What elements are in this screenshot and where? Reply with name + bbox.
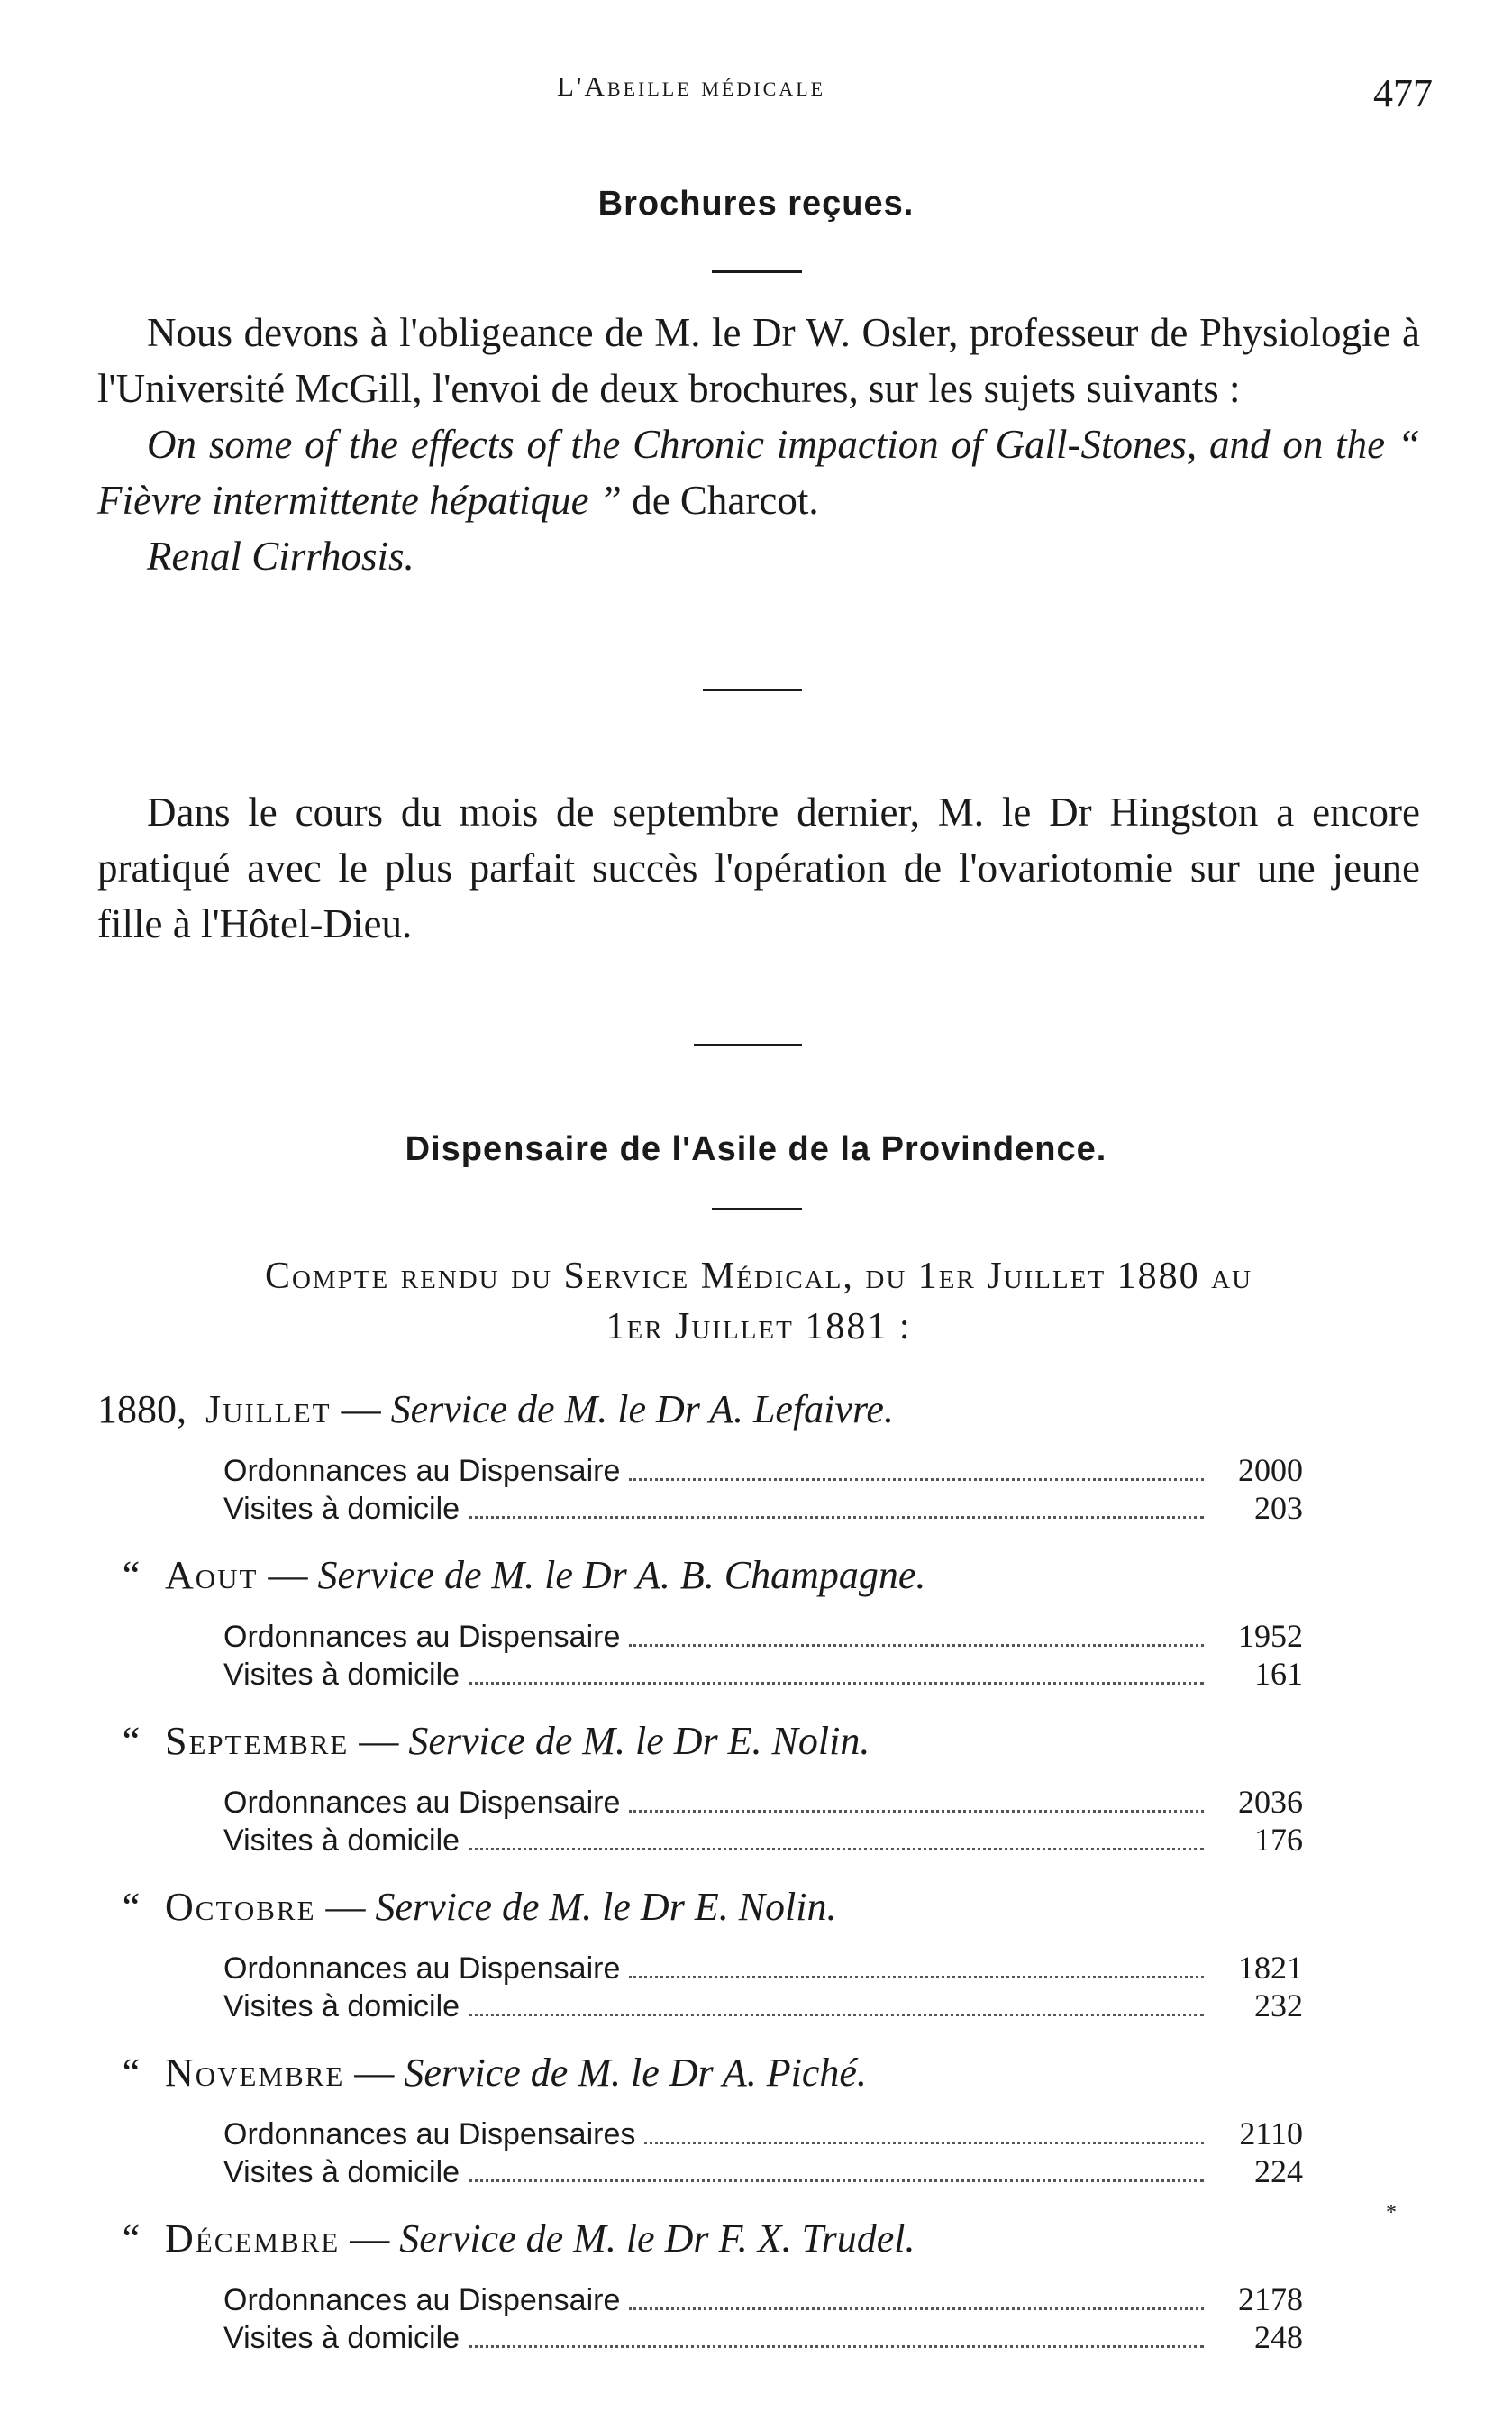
- stat-label: Ordonnances au Dispensaires: [223, 2117, 636, 2151]
- service-physician: Service de M. le Dr F. X. Trudel.: [399, 2216, 915, 2261]
- stat-label: Visites à domicile: [223, 1658, 460, 1692]
- stat-value: 248: [1254, 2319, 1303, 2355]
- stat-value: 2110: [1239, 2115, 1303, 2151]
- month-dash: —: [344, 2051, 405, 2095]
- page-number: 477: [1373, 71, 1433, 115]
- divider-rule: [694, 1044, 802, 1046]
- month-heading: [97, 1552, 1413, 1598]
- dot-leader: [629, 1643, 1204, 1647]
- dot-leader: [629, 1975, 1204, 1978]
- month-heading: [97, 2215, 1413, 2261]
- month-name: Octobre: [165, 1885, 316, 1929]
- dot-leader: [644, 2141, 1204, 2144]
- dot-leader: [469, 1847, 1204, 1850]
- stat-label: Ordonnances au Dispensaire: [223, 1620, 621, 1654]
- brochures-paragraph: [97, 305, 1420, 584]
- stat-value: 232: [1254, 1987, 1303, 2023]
- stat-label: Ordonnances au Dispensaire: [223, 1454, 621, 1488]
- brochure-title-1-italic: On some of the effects of the Chronic impaction of Gall-Stones, and on the “ Fièvre intermittente hépatique ”: [97, 422, 1420, 523]
- month-heading: [97, 1718, 1413, 1764]
- prescriptions-row: [223, 1617, 1303, 1655]
- stat-label: Visites à domicile: [223, 1823, 460, 1858]
- dot-leader: [469, 1515, 1204, 1519]
- ditto-mark: “: [122, 1719, 141, 1763]
- dot-leader: [469, 1681, 1204, 1685]
- service-physician: Service de M. le Dr A. Lefaivre.: [390, 1387, 894, 1431]
- month-dash: —: [331, 1387, 391, 1431]
- month-heading: [97, 2050, 1413, 2096]
- ditto-mark: “: [122, 1553, 141, 1597]
- service-physician: Service de M. le Dr E. Nolin.: [375, 1885, 837, 1929]
- dot-leader: [629, 1809, 1204, 1813]
- stat-value: 161: [1254, 1656, 1303, 1692]
- brochure-title-1-author: de Charcot.: [621, 478, 819, 523]
- dot-leader: [629, 2307, 1204, 2310]
- stat-value: 2000: [1238, 1452, 1303, 1488]
- month-dash: —: [315, 1885, 376, 1929]
- stat-value: 1952: [1238, 1618, 1303, 1654]
- stat-label: Ordonnances au Dispensaire: [223, 2283, 621, 2317]
- stat-label: Visites à domicile: [223, 2321, 460, 2355]
- news-text: Dans le cours du mois de septembre dernier, M. le Dr Hingston a encore pratiqué avec le plus parfait succès l'opération de l'ovariotomie sur une jeune fille à l'Hôtel-Dieu.: [97, 790, 1420, 946]
- stat-value: 2178: [1238, 2281, 1303, 2317]
- dot-leader: [469, 2179, 1204, 2182]
- brochures-intro: Nous devons à l'obligeance de M. le Dr W. Osler, professeur de Physiologie à l'Université McGill, l'envoi de deux brochures, sur les sujets suivants :: [97, 310, 1420, 411]
- prescriptions-row: [223, 1783, 1303, 1821]
- stat-value: 224: [1254, 2153, 1303, 2189]
- month-dash: —: [349, 1719, 409, 1763]
- service-physician: Service de M. le Dr E. Nolin.: [408, 1719, 870, 1763]
- service-physician: Service de M. le Dr A. B. Champagne.: [317, 1553, 926, 1597]
- report-title-line-1: Compte rendu du Service Médical, du 1er Juillet 1880 au: [264, 1256, 1253, 1297]
- prescriptions-row: [223, 1949, 1303, 1987]
- month-name: Septembre: [165, 1719, 350, 1763]
- home-visits-row: [223, 1821, 1303, 1859]
- stat-label: Ordonnances au Dispensaire: [223, 1786, 621, 1820]
- dot-leader: [469, 2344, 1204, 2348]
- home-visits-row: [223, 1655, 1303, 1693]
- dot-leader: [629, 1477, 1204, 1481]
- brochure-title-2: Renal Cirrhosis.: [147, 534, 414, 579]
- month-name: Décembre: [165, 2216, 341, 2261]
- dot-leader: [469, 2013, 1204, 2016]
- month-heading: [97, 1386, 1413, 1432]
- divider-rule: [712, 270, 802, 273]
- month-name: Juillet: [205, 1387, 332, 1431]
- stat-value: 2036: [1238, 1784, 1303, 1820]
- running-head: [0, 70, 1512, 124]
- ditto-mark: “: [122, 1885, 141, 1929]
- brochures-heading: Brochures reçues.: [597, 185, 915, 223]
- ditto-mark: “: [122, 2051, 141, 2095]
- home-visits-row: [223, 2152, 1303, 2190]
- month-name: Aout: [165, 1553, 259, 1597]
- month-heading: [97, 1884, 1413, 1930]
- stat-value: 1821: [1238, 1950, 1303, 1986]
- report-title-line-2: 1er Juillet 1881 :: [606, 1306, 912, 1347]
- home-visits-row: [223, 1987, 1303, 2024]
- month-dash: —: [258, 1553, 318, 1597]
- home-visits-row: [223, 2318, 1303, 2356]
- brochure-title-1: [97, 416, 1420, 528]
- stat-value: 203: [1254, 1490, 1303, 1526]
- running-title: L'Abeille médicale: [557, 70, 826, 102]
- service-physician: Service de M. le Dr A. Piché.: [404, 2051, 867, 2095]
- stat-label: Visites à domicile: [223, 1989, 460, 2023]
- stat-label: Visites à domicile: [223, 1492, 460, 1526]
- divider-rule: [712, 1208, 802, 1210]
- stat-value: 176: [1254, 1822, 1303, 1858]
- ditto-mark: “: [122, 2216, 141, 2261]
- stat-label: Visites à domicile: [223, 2155, 460, 2189]
- stray-mark: *: [1386, 2201, 1397, 2224]
- news-paragraph: [97, 784, 1420, 952]
- month-dash: —: [340, 2216, 400, 2261]
- dispensary-heading: Dispensaire de l'Asile de la Provindence.: [405, 1130, 1107, 1168]
- prescriptions-row: [223, 1451, 1303, 1489]
- month-name: Novembre: [165, 2051, 345, 2095]
- prescriptions-row: [223, 2280, 1303, 2318]
- stat-label: Ordonnances au Dispensaire: [223, 1951, 621, 1986]
- divider-rule: [703, 689, 802, 691]
- report-title: [97, 1251, 1420, 1352]
- prescriptions-row: [223, 2115, 1303, 2152]
- home-visits-row: [223, 1489, 1303, 1527]
- year-label: 1880,: [97, 1387, 187, 1431]
